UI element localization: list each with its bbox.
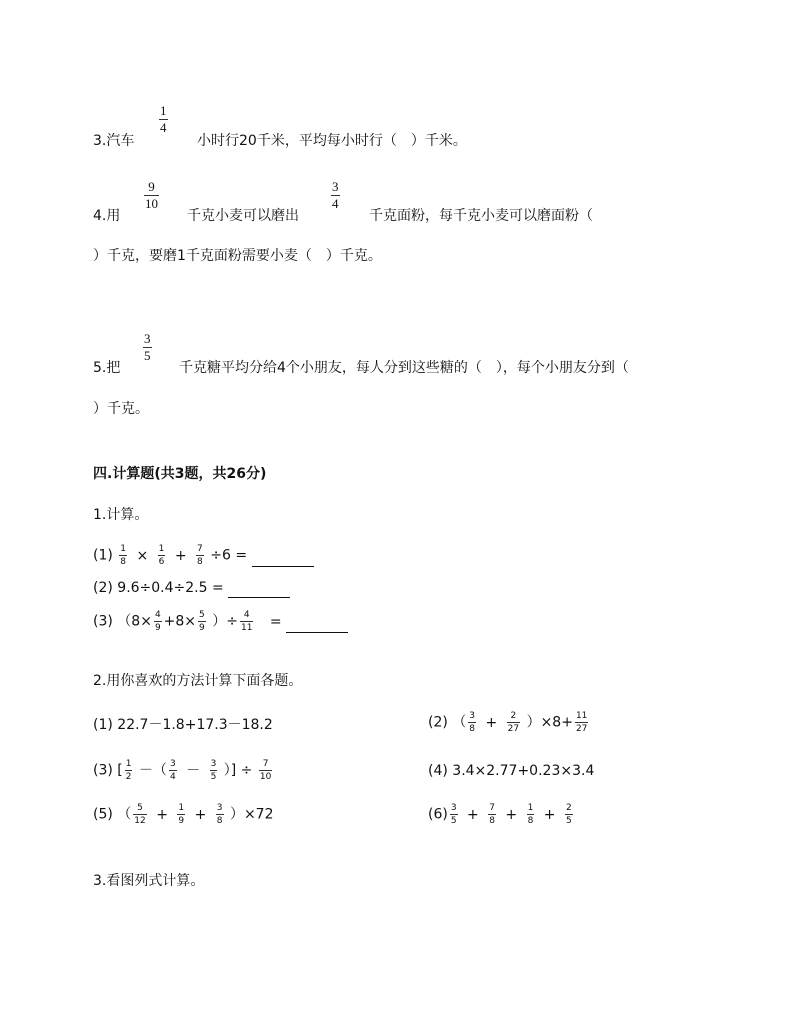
fraction-bar <box>177 814 185 815</box>
q1-title: 1.计算。 <box>93 507 149 523</box>
numerator: 1 <box>527 803 534 813</box>
denominator: 6 <box>158 557 165 567</box>
denominator: 5 <box>210 772 217 782</box>
fraction <box>240 610 253 633</box>
fraction <box>210 759 218 782</box>
operator: × <box>136 547 149 564</box>
denominator: 8 <box>197 557 203 567</box>
p4-frac1-numerator: 9 <box>148 179 155 194</box>
q1-item3-label: (3) <box>93 613 113 630</box>
answer-blank[interactable] <box>286 618 348 633</box>
fraction-bar <box>507 722 520 723</box>
q1-item2-text: (2) 9.6÷0.4÷2.5 = <box>93 580 224 596</box>
fraction-bar <box>169 770 177 771</box>
q1-item-2 <box>93 578 290 598</box>
denominator: 9 <box>178 816 185 826</box>
numerator: 7 <box>197 544 203 554</box>
denominator: 27 <box>575 724 588 734</box>
fraction-bar <box>196 555 204 556</box>
p5-text-line2: ）千克。 <box>93 401 149 417</box>
fraction-bar <box>216 814 224 815</box>
denominator: 8 <box>489 816 495 826</box>
numerator: 5 <box>199 610 205 620</box>
fraction-bar <box>450 814 458 815</box>
denominator: 9 <box>199 623 205 633</box>
numerator: 7 <box>489 803 495 813</box>
denominator: 5 <box>565 816 572 826</box>
p4-frac2-numerator: 3 <box>332 179 339 194</box>
denominator: 27 <box>507 724 520 734</box>
numerator: 4 <box>154 610 161 620</box>
p5-frac-numerator: 3 <box>144 331 151 346</box>
q3-title: 3.看图列式计算。 <box>93 873 205 889</box>
p4-text-before: 4.用 <box>93 208 121 224</box>
p4-text-line2: ）千克，要磨1千克面粉需要小麦（ ）千克。 <box>93 248 382 264</box>
operator: － <box>186 762 201 779</box>
fraction <box>259 759 272 782</box>
fraction <box>177 803 185 826</box>
q2-item-4: (4) 3.4×2.77+0.23×3.4 <box>428 763 595 779</box>
fraction-bar <box>125 770 133 771</box>
denominator: 12 <box>134 816 146 826</box>
fraction <box>169 759 177 782</box>
q2-item-5 <box>93 803 274 826</box>
answer-blank[interactable] <box>252 552 314 567</box>
fraction <box>216 803 224 826</box>
fraction <box>154 610 162 633</box>
p4-text-after: 千克面粉，每千克小麦可以磨面粉（ <box>369 208 593 224</box>
fraction-bar <box>488 814 496 815</box>
denominator: 9 <box>154 623 161 633</box>
operator: + <box>505 806 518 823</box>
q2-item5-open: （ <box>117 806 132 823</box>
q2-item2-open: （ <box>452 714 467 731</box>
denominator: 4 <box>169 772 176 782</box>
fraction-bar <box>158 555 166 556</box>
q1-item1-tail: ÷6 = <box>210 547 248 564</box>
fraction-bar <box>575 722 588 723</box>
q2-title: 2.用你喜欢的方法计算下面各题。 <box>93 673 303 689</box>
fraction <box>198 610 206 633</box>
operator: + <box>485 714 498 731</box>
answer-blank[interactable] <box>228 583 290 598</box>
fraction <box>450 803 458 826</box>
fraction <box>507 711 520 734</box>
fraction-bar <box>565 814 573 815</box>
numerator: 1 <box>178 803 185 813</box>
q1-item3-open: （8× <box>117 613 152 630</box>
fraction <box>575 711 588 734</box>
numerator: 5 <box>137 803 143 813</box>
operator: + <box>467 806 479 823</box>
q1-item3-tail: = <box>269 613 282 630</box>
q2-item-6 <box>428 803 575 826</box>
p5-fraction <box>143 332 152 363</box>
q2-item3-close: ）] ÷ <box>223 762 253 779</box>
fraction <box>468 711 476 734</box>
fraction-bar <box>240 621 253 622</box>
p3-frac-numerator: 1 <box>160 103 167 118</box>
fraction-bar <box>133 814 146 815</box>
numerator: 3 <box>469 711 476 721</box>
operator: + <box>194 806 207 823</box>
p4-fraction-2 <box>331 180 340 211</box>
fraction <box>527 803 535 826</box>
q2-item3-label: (3) [ <box>93 762 123 779</box>
p5-text-before: 5.把 <box>93 360 121 376</box>
q1-item3-close: ）÷ <box>212 613 238 630</box>
denominator: 11 <box>240 623 253 633</box>
denominator: 8 <box>216 816 223 826</box>
denominator: 10 <box>259 772 272 782</box>
numerator: 3 <box>169 759 176 769</box>
fraction <box>125 759 133 782</box>
p5-text-after: 千克糖平均分给4个小朋友，每人分到这些糖的（ ），每个小朋友分到（ <box>179 360 629 376</box>
p4-fraction-1 <box>144 180 159 211</box>
q2-item-2 <box>428 711 590 734</box>
q1-item-1 <box>93 544 314 567</box>
fraction <box>158 544 166 567</box>
fraction <box>196 544 204 567</box>
q2-item-3 <box>93 759 274 782</box>
numerator: 3 <box>450 803 457 813</box>
q2-item3-mid1: －（ <box>138 762 167 779</box>
fraction-bar <box>119 555 127 556</box>
operator: + <box>543 806 556 823</box>
q1-item1-label: (1) <box>93 547 113 564</box>
fraction-bar <box>198 621 206 622</box>
fraction-bar <box>527 814 535 815</box>
numerator: 1 <box>158 544 165 554</box>
fraction-bar <box>468 722 476 723</box>
fraction-bar <box>210 770 218 771</box>
fraction-bar <box>259 770 272 771</box>
section-4-title: 四.计算题(共3题，共26分) <box>93 466 267 482</box>
numerator: 2 <box>565 803 572 813</box>
operator: + <box>156 806 168 823</box>
numerator: 4 <box>243 610 250 620</box>
fraction-bar <box>154 621 162 622</box>
numerator: 11 <box>575 711 588 721</box>
numerator: 1 <box>125 759 132 769</box>
q1-item-3 <box>93 610 348 633</box>
denominator: 8 <box>120 557 127 567</box>
denominator: 2 <box>125 772 132 782</box>
q1-item3-mid: +8× <box>163 613 197 630</box>
q2-item-1: (1) 22.7－1.8+17.3－18.2 <box>93 717 273 733</box>
p3-text-after: 小时行20千米，平均每小时行（ ）千米。 <box>197 133 467 149</box>
fraction <box>133 803 146 826</box>
p4-frac1-denominator: 10 <box>145 196 158 211</box>
p4-text-mid: 千克小麦可以磨出 <box>187 208 299 224</box>
p3-frac-denominator: 4 <box>160 120 167 135</box>
denominator: 8 <box>469 724 476 734</box>
fraction <box>119 544 127 567</box>
numerator: 7 <box>262 759 269 769</box>
q2-item5-label: (5) <box>93 806 113 823</box>
q2-item2-label: (2) <box>428 714 448 731</box>
fraction <box>488 803 496 826</box>
q2-item2-mid: ）×8+ <box>526 714 573 731</box>
q2-item5-close: ）×72 <box>229 806 274 823</box>
numerator: 3 <box>216 803 223 813</box>
numerator: 3 <box>210 759 217 769</box>
denominator: 5 <box>450 816 457 826</box>
p3-text-before: 3.汽车 <box>93 133 135 149</box>
p3-fraction <box>159 104 168 135</box>
p5-frac-denominator: 5 <box>144 348 151 363</box>
operator: + <box>174 547 187 564</box>
fraction <box>565 803 573 826</box>
numerator: 1 <box>120 544 127 554</box>
numerator: 2 <box>510 711 517 721</box>
p4-frac2-denominator: 4 <box>332 196 339 211</box>
denominator: 8 <box>527 816 534 826</box>
q2-item6-label: (6) <box>428 806 448 823</box>
